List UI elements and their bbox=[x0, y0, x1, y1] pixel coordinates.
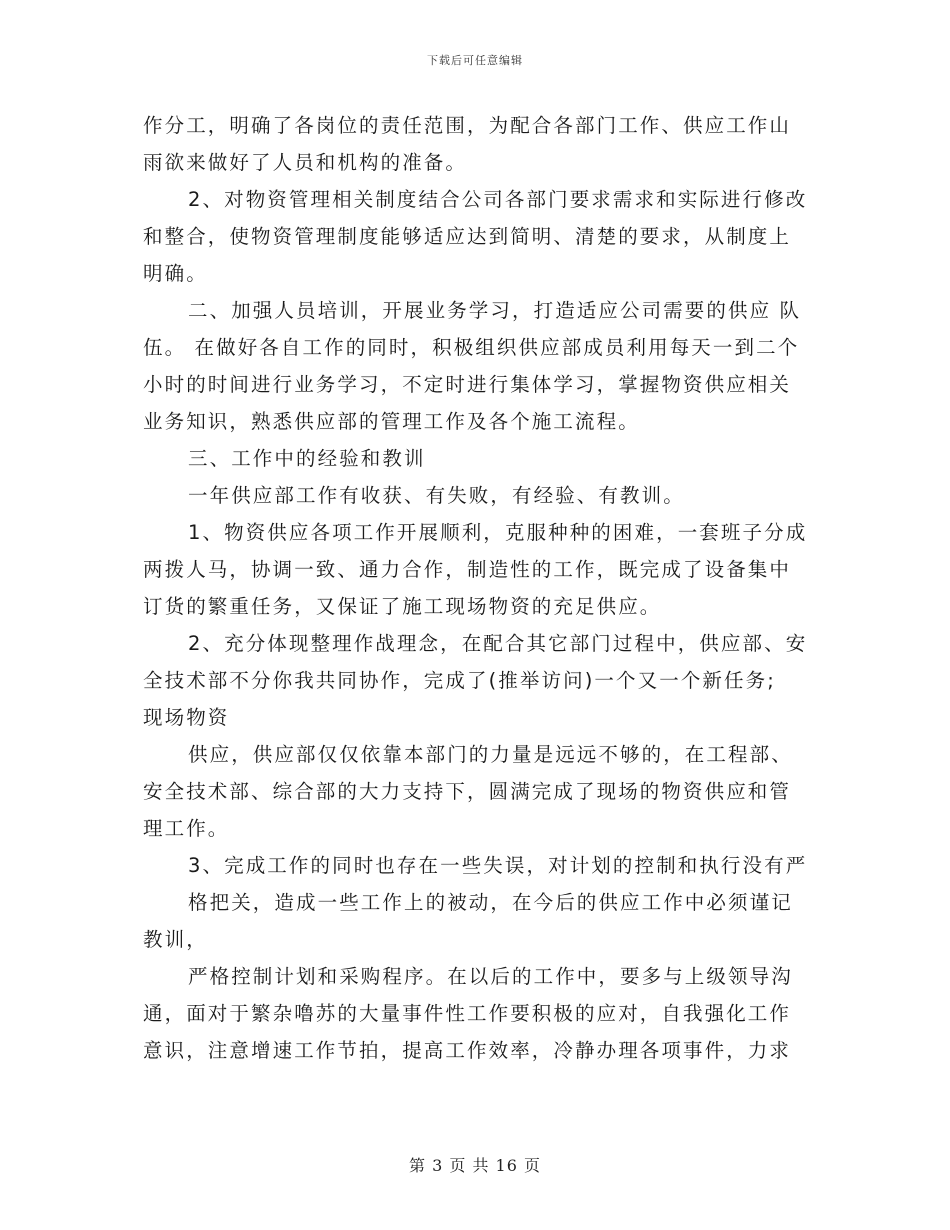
text-line: 明确。 bbox=[143, 262, 208, 285]
page-header: 下载后可任意编辑 bbox=[427, 54, 523, 67]
text-line: 严格控制计划和采购程序。在以后的工作中，要多与上级领导沟 bbox=[188, 965, 793, 988]
text-line: 意识，注意增速工作节拍，提高工作效率，冷静办理各项事件，力求 bbox=[143, 1039, 792, 1062]
text-line: 全技术部不分你我共同协作，完成了(推举访问)一个又一个新任务; bbox=[143, 669, 776, 692]
text-line: 1、物资供应各项工作开展顺利，克服种种的困难，一套班子分成 bbox=[188, 521, 808, 544]
text-line: 二、加强人员培训，开展业务学习，打造适应公司需要的供应 队 bbox=[188, 299, 802, 322]
page-number: 第 3 页 共 16 页 bbox=[409, 1156, 541, 1175]
text-line: 现场物资 bbox=[143, 706, 230, 729]
text-line: 小时的时间进行业务学习，不定时进行集体学习，掌握物资供应相关 bbox=[143, 373, 792, 396]
text-line: 一年供应部工作有收获、有失败，有经验、有教训。 bbox=[188, 484, 685, 507]
text-line: 作分工，明确了各岗位的责任范围，为配合各部门工作、供应工作山 bbox=[143, 114, 792, 137]
text-line: 供应，供应部仅仅依靠本部门的力量是远远不够的，在工程部、 bbox=[188, 743, 793, 766]
text-line: 理工作。 bbox=[143, 817, 230, 840]
text-line: 2、对物资管理相关制度结合公司各部门要求需求和实际进行修改 bbox=[188, 188, 808, 211]
text-line: 和整合，使物资管理制度能够适应达到简明、清楚的要求，从制度上 bbox=[143, 225, 792, 248]
text-line: 订货的繁重任务，又保证了施工现场物资的充足供应。 bbox=[143, 595, 662, 618]
text-line: 教训， bbox=[143, 928, 208, 951]
text-line: 格把关，造成一些工作上的被动，在今后的供应工作中必须谨记 bbox=[188, 891, 793, 914]
text-line: 安全技术部、综合部的大力支持下，圆满完成了现场的物资供应和管 bbox=[143, 780, 792, 803]
document-body bbox=[143, 107, 823, 1069]
text-line: 雨欲来做好了人员和机构的准备。 bbox=[143, 151, 468, 174]
text-line: 三、工作中的经验和教训 bbox=[188, 447, 426, 470]
text-line: 业务知识，熟悉供应部的管理工作及各个施工流程。 bbox=[143, 410, 640, 433]
text-line: 3、完成工作的同时也存在一些失误，对计划的控制和执行没有严 bbox=[188, 854, 808, 877]
text-line: 伍。 在做好各自工作的同时，积极组织供应部成员利用每天一到二个 bbox=[143, 336, 800, 359]
text-line: 通，面对于繁杂噜苏的大量事件性工作要积极的应对，自我强化工作 bbox=[143, 1002, 792, 1025]
text-line: 2、充分体现整理作战理念，在配合其它部门过程中，供应部、安 bbox=[188, 632, 808, 655]
text-line: 两拨人马，协调一致、通力合作，制造性的工作，既完成了设备集中 bbox=[143, 558, 792, 581]
